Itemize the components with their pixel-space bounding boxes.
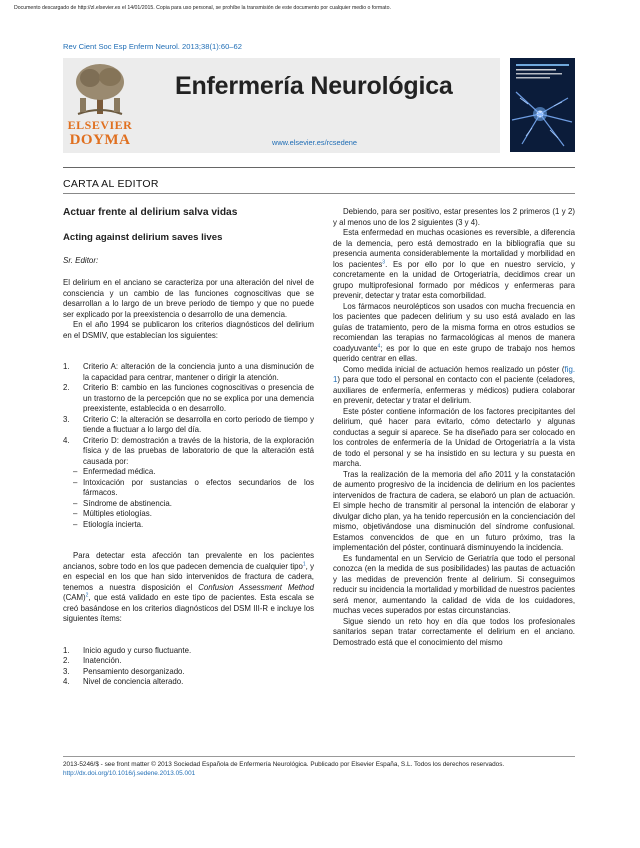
reference-link[interactable]: 4 <box>377 342 381 349</box>
footer-rule <box>63 756 575 757</box>
paragraph: El delirium en el anciano se caracteriza por una alteración del nivel de consciencia y un cambio de las funciones cognoscitivas que se desarrollan a lo largo de un breve periodo de tiempo y que no puede ser explicado por la preexistencia o desarrollo de una demencia. <box>63 278 314 319</box>
list-item <box>63 362 314 383</box>
paragraph: Debiendo, para ser positivo, estar presentes los 2 primeros (1 y 2) y al menos uno de los 2 siguientes (3 y 4). <box>333 207 575 227</box>
list-item <box>63 667 314 678</box>
list-text: Criterio B: cambio en las funciones cognoscitivas o presencia de un trastorno de la percepción que no se explica por una demencia preexistente, establecida o en desarrollo. <box>83 383 314 413</box>
publisher-name: ELSEVIER <box>67 118 133 132</box>
journal-title: Enfermería Neurológica <box>175 72 453 100</box>
reference-link[interactable]: 1 <box>302 560 306 567</box>
paragraph: Los fármacos neurolépticos son usados con mucha frecuencia en los pacientes que padecen delirium y su uso está avalado en las guías de tratamiento, pero de la misma forma en otros estudios se recomiendan las terapias no farmacológicas al menos de manera coadyuvante$^4$; es por lo que en este grupo de trabajo nos hemos querido centrar en ellas. <box>333 301 575 363</box>
paragraph: Esta enfermedad en muchas ocasiones es reversible, a diferencia de la demencia, pero está demostrado en la bibliografía que su presencia aumenta considerablemente la mortalidad y morbilidad en los pacientes$^3$. Es por ello por lo que en nuestro servicio, y concretamente en la unidad de Ortogeriatría, decidimos crear un grupo multiprofesional formado por médicos y enfermeras para prevenir, detectar y tratar esta comorbilidad. <box>333 228 575 300</box>
neuron-cover-image <box>510 58 575 152</box>
list-item: – Intoxicación por sustancias o efectos secundarios de los fármacos. <box>63 478 314 499</box>
download-notice: Documento descargado de http://zl.elsevier.es el 14/01/2015. Copia para uso personal, se prohíbe la transmisión de este documento por cualquier medio o formato. <box>14 5 391 11</box>
list-number: 4. <box>63 435 70 445</box>
paragraph: Como medida inicial de actuación hemos realizado un póster (fig. 1) para que todo el personal en contacto con el paciente (celadores, auxiliares de enfermería, enfermeras y médicos) pudiera colaborar en prevenir, detectar y tratar el delirium. <box>333 364 575 405</box>
paragraph: Es fundamental en un Servicio de Geriatría que todo el personal conozca (en la medida de sus posibilidades) las pautas de actuación y las medidas de prevención frente al delirium. Si conseguimos reducir su incidencia la mortalidad y morbilidad de nuestros pacientes será menor, aumentando la calidad de vida de los cuidadores, muchas veces superados por estas circunstancias. <box>333 553 575 615</box>
elsevier-tree-icon <box>72 62 128 116</box>
list-text: Nivel de conciencia alterado. <box>83 677 184 686</box>
list-item <box>63 677 314 688</box>
reference-link[interactable]: 3 <box>382 258 386 265</box>
left-column <box>63 278 314 688</box>
list-item: – Síndrome de abstinencia. <box>63 499 314 510</box>
list-item <box>63 383 314 415</box>
reference-link[interactable]: 2 <box>85 592 89 599</box>
article-title-spanish: Actuar frente al delirium salva vidas <box>63 207 238 218</box>
section-rule-bottom <box>63 193 575 194</box>
list-text: Pensamiento desorganizado. <box>83 666 185 676</box>
paragraph: Sigue siendo un reto hoy en día que todos los profesionales sanitarios sepan tratar correctamente el delirium en el anciano. Demostrado está que el conocimiento del mismo <box>333 616 575 647</box>
elsevier-logo <box>66 62 134 154</box>
list-item <box>63 646 314 657</box>
cam-items-list <box>63 646 314 688</box>
list-item <box>63 436 314 468</box>
list-number: 3. <box>63 666 70 676</box>
list-number: 2. <box>63 656 70 665</box>
criteria-list <box>63 362 314 467</box>
list-item: – Etiología incierta. <box>63 520 314 531</box>
list-text: Criterio A: alteración de la conciencia junto a una disminución de la capacidad para centrar, mantener o dirigir la atención. <box>83 362 314 382</box>
paragraph: Para detectar esta afección tan prevalente en los pacientes ancianos, sobre todo en los que padecen demencia de cualquier tipo$^1$, y en especial en los que han sido intervenidos de fractura de cadera, tenemos a nuestra disposición el Confusion Assessment Method (CAM)$^2$, que está validado en este tipo de pacientes. Esta escala se creó basándose en los criterios diagnósticos del DSM III-R e incluye los siguientes ítems: <box>63 551 315 623</box>
publisher-imprint: DOYMA <box>69 132 131 148</box>
figure-link[interactable]: fig. 1 <box>333 364 575 384</box>
list-item: – Múltiples etiologías. <box>63 509 314 520</box>
list-item <box>63 656 314 667</box>
paragraph: Este póster contiene información de los factores precipitantes del delirium, qué hacer para evitarlo, cómo detectarlo y algunas conductas a seguir si aparece. Se ha diseñado para ser colocado en los controles de enfermería de la Unidad de Ortogeriatría a la vista de todo el personal y se ha insistido en su lectura y su puesta en marcha. <box>333 406 575 468</box>
salutation: Sr. Editor: <box>63 256 99 265</box>
list-number: 2. <box>63 383 70 392</box>
list-text: Criterio D: demostración a través de la historia, de la exploración física y de las pruebas de laboratorio de que la alteración está causada por: <box>83 435 314 466</box>
journal-citation[interactable]: Rev Cient Soc Esp Enferm Neurol. 2013;38(1):60–62 <box>63 42 242 51</box>
list-text: Criterio C: la alteración se desarrolla en corto periodo de tiempo y tiende a fluctuar a lo largo del día. <box>83 414 314 434</box>
footer <box>63 760 504 778</box>
list-item <box>63 415 314 436</box>
list-number: 1. <box>63 362 70 371</box>
paragraph: En el año 1994 se publicaron los criterios diagnósticos del delirium en el DSMIV, que establecían los siguientes: <box>63 320 314 340</box>
right-column <box>333 207 575 648</box>
section-rule-top <box>63 167 575 168</box>
doi-link[interactable]: http://dx.doi.org/10.1016/j.sedene.2013.05.001 <box>63 770 196 777</box>
copyright-line: 2013-5246/$ - see front matter © 2013 Sociedad Española de Enfermería Neurológica. Publicado por Elsevier España, S.L. Todos los derechos reservados. <box>63 761 505 768</box>
section-heading: CARTA AL EDITOR <box>63 178 159 190</box>
causes-list <box>63 467 314 530</box>
list-number: 4. <box>63 677 70 686</box>
list-text: Inicio agudo y curso fluctuante. <box>83 645 192 655</box>
list-number: 1. <box>63 645 70 655</box>
article-title-english: Acting against delirium saves lives <box>63 232 223 243</box>
list-item: – Enfermedad médica. <box>63 467 314 478</box>
journal-cover-thumbnail <box>510 58 575 152</box>
list-text: Inatención. <box>83 656 122 665</box>
paragraph: Tras la realización de la memoria del año 2011 y la constatación de aumento progresivo de la incidencia de delirium en los pacientes intervenidos de fractura de cadera, se elaboró un plan de actuación. El simple hecho de transmitir al personal la intención de elaborar y divulgar dicho plan, ya ha tenido repercusión en la concienciación del mismo, objetivándose una disminución del síndrome confusional. Estamos convencidos de que en un futuro próximo, tras la implementación del póster, continuará disminuyendo la incidencia. <box>333 469 575 552</box>
journal-url-link[interactable]: www.elsevier.es/rcsedene <box>272 138 358 147</box>
list-number: 3. <box>63 414 70 424</box>
